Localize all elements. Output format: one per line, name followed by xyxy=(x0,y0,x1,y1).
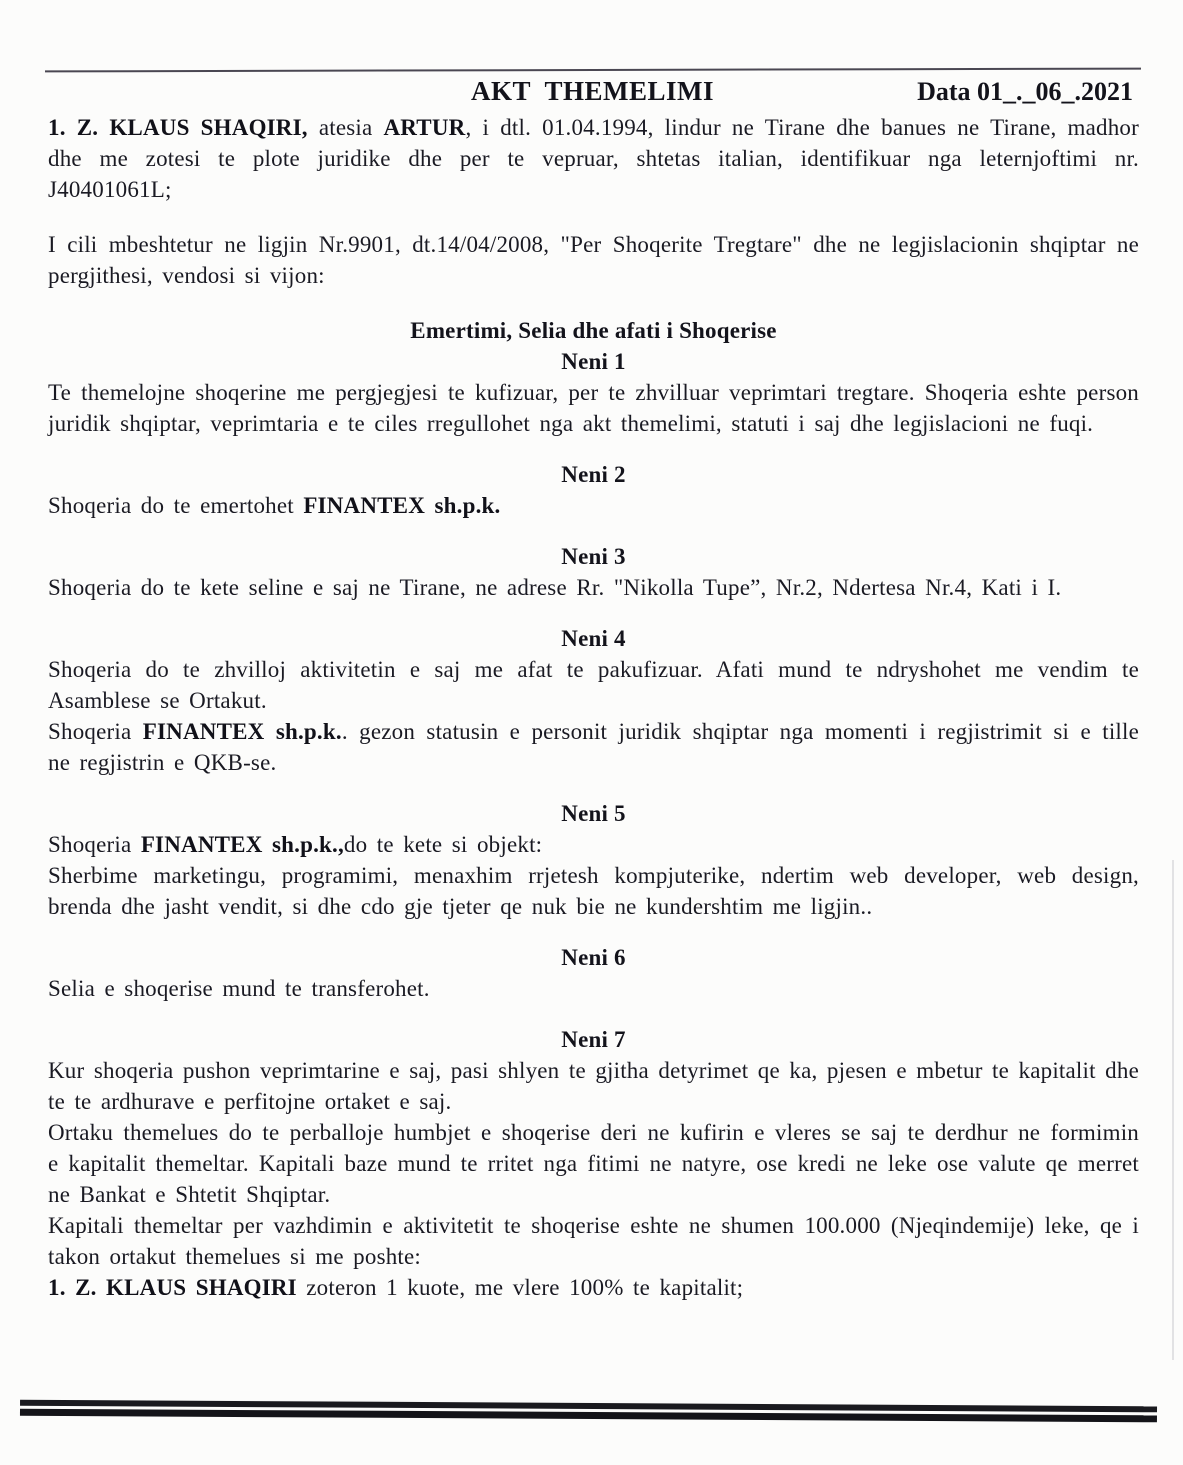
article-4-paragraph-1: Shoqeria do te zhvilloj aktivitetin e saj me afat te pakufizuar. Afati mund te ndryshohet me vendim te Asamblese se Ortakut. xyxy=(48,657,1139,713)
article-4-lead: Shoqeria xyxy=(48,719,143,744)
article-4-section xyxy=(48,623,1139,778)
article-5-lead: Shoqeria xyxy=(48,832,141,857)
article-5-section xyxy=(48,798,1139,922)
article-6-section xyxy=(48,942,1139,1004)
article-5-paragraph-2: Sherbime marketingu, programimi, menaxhim rrjetesh kompjuterike, ndertim web developer, web design, brenda dhe jasht vendit, si dhe cdo gje tjeter qe nuk bie ne kundershtim me ligjin.. xyxy=(48,863,1139,919)
document-header xyxy=(48,76,1137,110)
preamble-paragraph: I cili mbeshtetur ne ligjin Nr.9901, dt.14/04/2008, "Per Shoqerite Tregtare" dhe ne legjislacionin shqiptar ne pergjithesi, vendosi si vijon: xyxy=(48,232,1139,288)
bottom-double-rule xyxy=(20,1400,1157,1423)
article-6-heading: Neni 6 xyxy=(561,945,626,970)
article-4-rest: . gezon statusin e personit juridik shqiptar nga momenti i regjistrimit si e tille ne regjistrin e QKB-se. xyxy=(48,719,1139,775)
company-name: FINANTEX sh.p.k. xyxy=(142,719,342,744)
article-7-paragraph-3: Kapitali themeltar per vazhdimin e aktivitetit te shoqerise eshte ne shumen 100.000 (Njeqindemije) leke, qe i takon ortakut themelues si me poshte: xyxy=(48,1213,1139,1269)
article-2-body xyxy=(48,490,1139,521)
article-4-paragraph-2 xyxy=(48,716,1139,778)
article-7-paragraph-1: Kur shoqeria pushon veprimtarine e saj, pasi shlyen te gjitha detyrimet qe ka, pjesen e mbetur te kapitalit dhe te te ardhurave e perfitojne ortaket e saj. xyxy=(48,1058,1139,1114)
document-date: Data 01_._06_.2021 xyxy=(917,77,1133,106)
chapter-section xyxy=(48,315,1139,439)
article-2-section xyxy=(48,459,1139,521)
article-5-paragraph-1 xyxy=(48,829,1139,860)
document-body xyxy=(48,112,1139,1303)
article-2-lead: Shoqeria do te emertohet xyxy=(48,493,304,518)
founder-name: 1. Z. KLAUS SHAQIRI, xyxy=(48,115,308,140)
top-rule xyxy=(45,68,1141,73)
article-3-section xyxy=(48,541,1139,603)
article-3-heading: Neni 3 xyxy=(561,544,626,569)
shareholder-name: 1. Z. KLAUS SHAQIRI xyxy=(48,1275,297,1300)
chapter-heading: Emertimi, Selia dhe afati i Shoqerise xyxy=(410,318,777,343)
article-5-heading: Neni 5 xyxy=(561,801,626,826)
scan-edge-artifact xyxy=(1172,860,1174,1360)
article-4-heading: Neni 4 xyxy=(561,626,626,651)
article-5-rest: do te kete si objekt: xyxy=(343,832,543,857)
company-name: FINANTEX sh.p.k. xyxy=(303,493,501,518)
father-name: ARTUR xyxy=(383,115,466,140)
article-3-body: Shoqeria do te kete seline e saj ne Tirane, ne adrese Rr. "Nikolla Tupe”, Nr.2, Ndertesa Nr.4, Kati i I. xyxy=(48,575,1062,600)
article-6-body: Selia e shoqerise mund te transferohet. xyxy=(48,976,430,1001)
article-7-paragraph-2: Ortaku themelues do te perballoje humbjet e shoqerise deri ne kufirin e vleres se saj te derdhur ne formimin e kapitalit themeltar. Kapitali baze mund te rritet nga fitimi ne natyre, ose kredi ne leke ose valute qe merret ne Bankat e Shtetit Shqiptar. xyxy=(48,1120,1139,1207)
company-name: FINANTEX sh.p.k., xyxy=(140,832,344,857)
article-1-body: Te themelojne shoqerine me pergjegjesi te kufizuar, per te zhvilluar veprimtari tregtare. Shoqeria eshte person juridik shqiptar, veprimtaria e te ciles rregullohet nga akt themelimi, statuti i saj dhe legjislacioni ne fuqi. xyxy=(48,380,1139,436)
founder-paragraph xyxy=(48,112,1139,205)
article-7-section xyxy=(48,1024,1139,1303)
article-1-heading: Neni 1 xyxy=(561,349,626,374)
article-7-heading: Neni 7 xyxy=(561,1027,626,1052)
document-title: AKT THEMELIMI xyxy=(470,76,715,106)
article-7-paragraph-4 xyxy=(48,1272,1139,1303)
founder-text: atesia xyxy=(307,115,384,140)
article-2-heading: Neni 2 xyxy=(561,462,626,487)
founder-details: , i dtl. 01.04.1994, lindur ne Tirane dhe banues ne Tirane, madhor dhe me zotesi te plote juridike dhe per te vepruar, shtetas italian, identifikuar nga leternjoftimi nr. J40401061L; xyxy=(48,115,1139,202)
shareholder-quota: zoteron 1 kuote, me vlere 100% te kapitalit; xyxy=(296,1275,744,1300)
